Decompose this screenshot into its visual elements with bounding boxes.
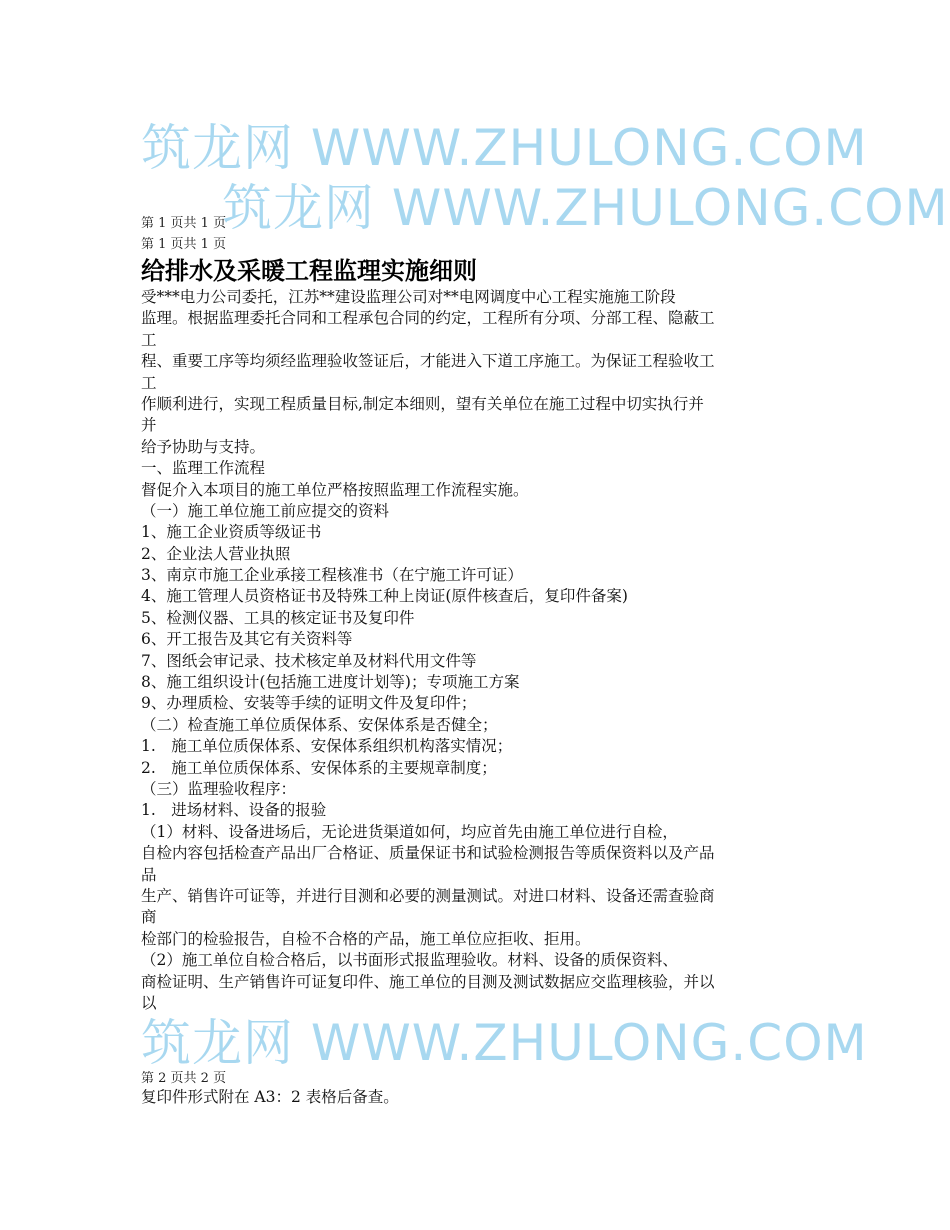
subsection-heading: （一）施工单位施工前应提交的资料 [141, 501, 390, 520]
list-item: 5、检测仪器、工具的核定证书及复印件 [141, 608, 415, 627]
text-line: 工 [141, 373, 157, 392]
page-label-2: 第 1 页共 1 页 [141, 237, 227, 252]
document-title: 给排水及采暖工程监理实施细则 [141, 257, 477, 285]
text-line: 督促介入本项目的施工单位严格按照监理工作流程实施。 [141, 480, 529, 499]
list-item: 4、施工管理人员资格证书及特殊工种上岗证(原件核查后，复印件备案) [141, 587, 628, 606]
text-line: （1）材料、设备进场后，无论进货渠道如何，均应首先由施工单位进行自检， [141, 822, 678, 841]
subsection-heading: （三）监理验收程序： [141, 779, 297, 798]
text-line: 自检内容包括检查产品出厂合格证、质量保证书和试验检测报告等质保资料以及产品 [141, 844, 715, 863]
section-heading: 一、监理工作流程 [141, 459, 266, 478]
text-line: （2）施工单位自检合格后，以书面形式报监理验收。材料、设备的质保资料、 [141, 951, 678, 970]
text-line: 受***电力公司委托，江苏**建设监理公司对**电网调度中心工程实施施工阶段 [141, 288, 676, 306]
list-item: 2、企业法人营业执照 [141, 544, 291, 563]
document-body [141, 287, 821, 1014]
text-line: 给予协助与支持。 [141, 437, 266, 456]
list-item: 7、图纸会审记录、技术核定单及材料代用文件等 [141, 651, 477, 670]
text-line: 生产、销售许可证等，并进行目测和必要的测量测试。对进口材料、设备还需查验商 [141, 886, 715, 905]
list-item: 1、施工企业资质等级证书 [141, 523, 322, 542]
list-item: 6、开工报告及其它有关资料等 [141, 630, 353, 649]
list-item: 8、施工组织设计(包括施工进度计划等)；专项施工方案 [141, 673, 520, 692]
text-line: 程、重要工序等均须经监理验收签证后，才能进入下道工序施工。为保证工程验收工 [141, 352, 715, 371]
list-item: 1. 施工单位质保体系、安保体系组织机构落实情况； [141, 737, 513, 756]
text-line-tail: 复印件形式附在 A3：2 表格后备查。 [141, 1088, 399, 1106]
watermark-3: 筑龙网 WWW.ZHULONG.COM [141, 1014, 868, 1072]
watermark-2: 筑龙网 WWW.ZHULONG.COM [222, 179, 949, 237]
text-line: 检部门的检验报告，自检不合格的产品，施工单位应拒收、拒用。 [141, 929, 591, 948]
list-item: 9、办理质检、安装等手续的证明文件及复印件； [141, 694, 477, 713]
text-line: 商检证明、生产销售许可证复印件、施工单位的目测及测试数据应交监理核验，并以 [141, 972, 715, 991]
page-label-1: 第 1 页共 1 页 [141, 216, 227, 231]
text-line: 品 [141, 865, 157, 884]
text-line: 并 [141, 416, 157, 435]
text-line: 以 [141, 993, 157, 1012]
page-label-3: 第 2 页共 2 页 [141, 1071, 227, 1086]
list-item: 1. 进场材料、设备的报验 [141, 801, 327, 820]
text-line: 商 [141, 908, 157, 927]
text-line: 作顺利进行，实现工程质量目标,制定本细则，望有关单位在施工过程中切实执行并 [141, 394, 704, 413]
watermark-1: 筑龙网 WWW.ZHULONG.COM [141, 119, 868, 177]
text-line: 工 [141, 330, 157, 349]
subsection-heading: （二）检查施工单位质保体系、安保体系是否健全； [141, 715, 498, 734]
list-item: 3、南京市施工企业承接工程核准书（在宁施工许可证） [141, 566, 523, 585]
text-line: 监理。根据监理委托合同和工程承包合同的约定，工程所有分项、分部工程、隐蔽工 [141, 309, 715, 328]
list-item: 2. 施工单位质保体系、安保体系的主要规章制度； [141, 758, 497, 777]
